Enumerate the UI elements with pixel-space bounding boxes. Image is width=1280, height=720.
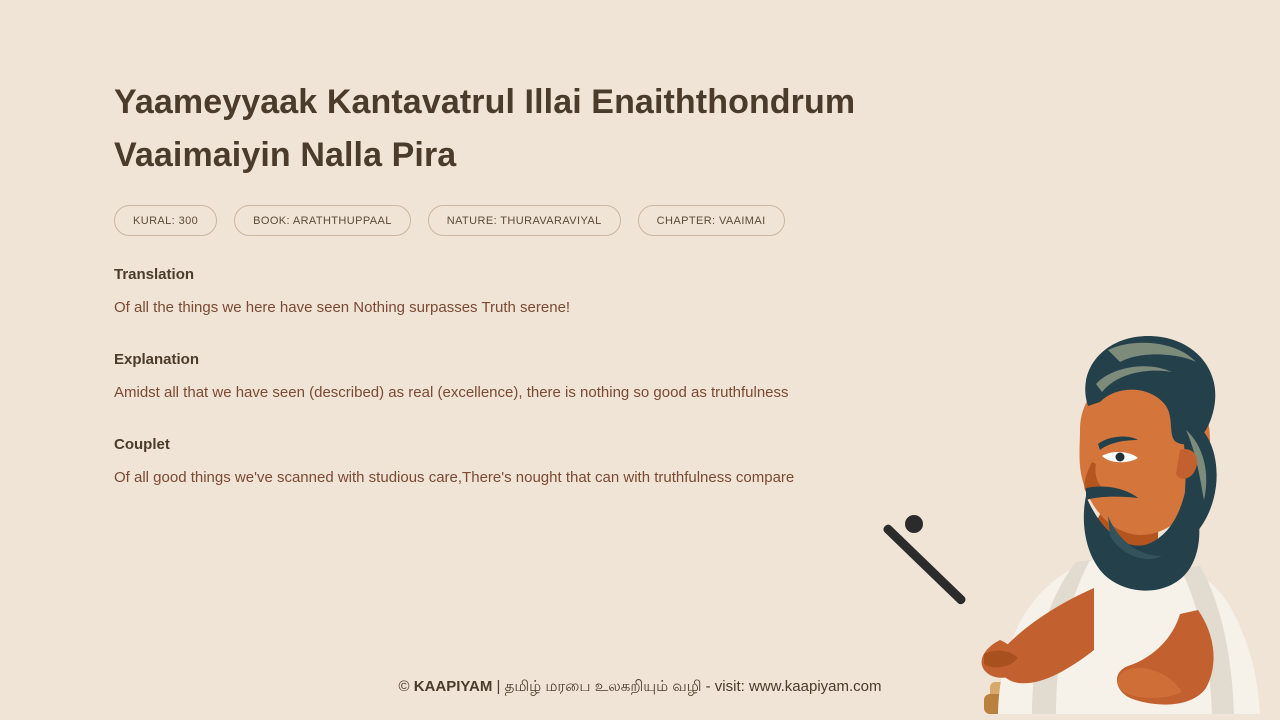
tag-label: CHAPTER: VAAIMAI bbox=[656, 214, 766, 227]
footer-prefix: © bbox=[398, 678, 414, 695]
tag-kural[interactable] bbox=[114, 205, 217, 236]
content-sections bbox=[114, 266, 904, 488]
section-explanation bbox=[114, 351, 904, 403]
tag-book[interactable] bbox=[234, 205, 411, 236]
tag-chapter[interactable] bbox=[638, 205, 785, 236]
tag-label: KURAL: 300 bbox=[133, 214, 199, 227]
tag-nature[interactable] bbox=[428, 205, 621, 236]
footer bbox=[0, 678, 1280, 697]
footer-brand: KAAPIYAM bbox=[413, 678, 493, 695]
section-body: Of all good things we've scanned with studious care,There's nought that can with truthfulness compare bbox=[114, 469, 795, 486]
arm-left bbox=[882, 515, 1094, 683]
section-body: Of all the things we here have seen Nothing surpasses Truth serene! bbox=[114, 299, 571, 316]
footer-suffix: | தமிழ் மரபை உலகறியும் வழி - visit: www.kaapiyam.com bbox=[492, 678, 882, 695]
tag-label: BOOK: ARATHTHUPPAAL bbox=[253, 214, 392, 227]
head bbox=[1080, 336, 1217, 591]
thiruvalluvar-illustration bbox=[880, 310, 1280, 720]
tag-list bbox=[114, 205, 785, 236]
section-body: Amidst all that we have seen (described) as real (excellence), there is nothing so good as truthfulness bbox=[114, 384, 789, 401]
section-couplet bbox=[114, 436, 904, 488]
page-title: Yaameyyaak Kantavatrul Illai Enaiththondrum Vaaimaiyin Nalla Pira bbox=[114, 83, 856, 174]
section-heading: Explanation bbox=[114, 351, 200, 368]
section-translation bbox=[114, 266, 904, 318]
section-heading: Translation bbox=[114, 266, 195, 283]
tag-label: NATURE: THURAVARAVIYAL bbox=[446, 214, 602, 227]
section-heading: Couplet bbox=[114, 436, 170, 453]
